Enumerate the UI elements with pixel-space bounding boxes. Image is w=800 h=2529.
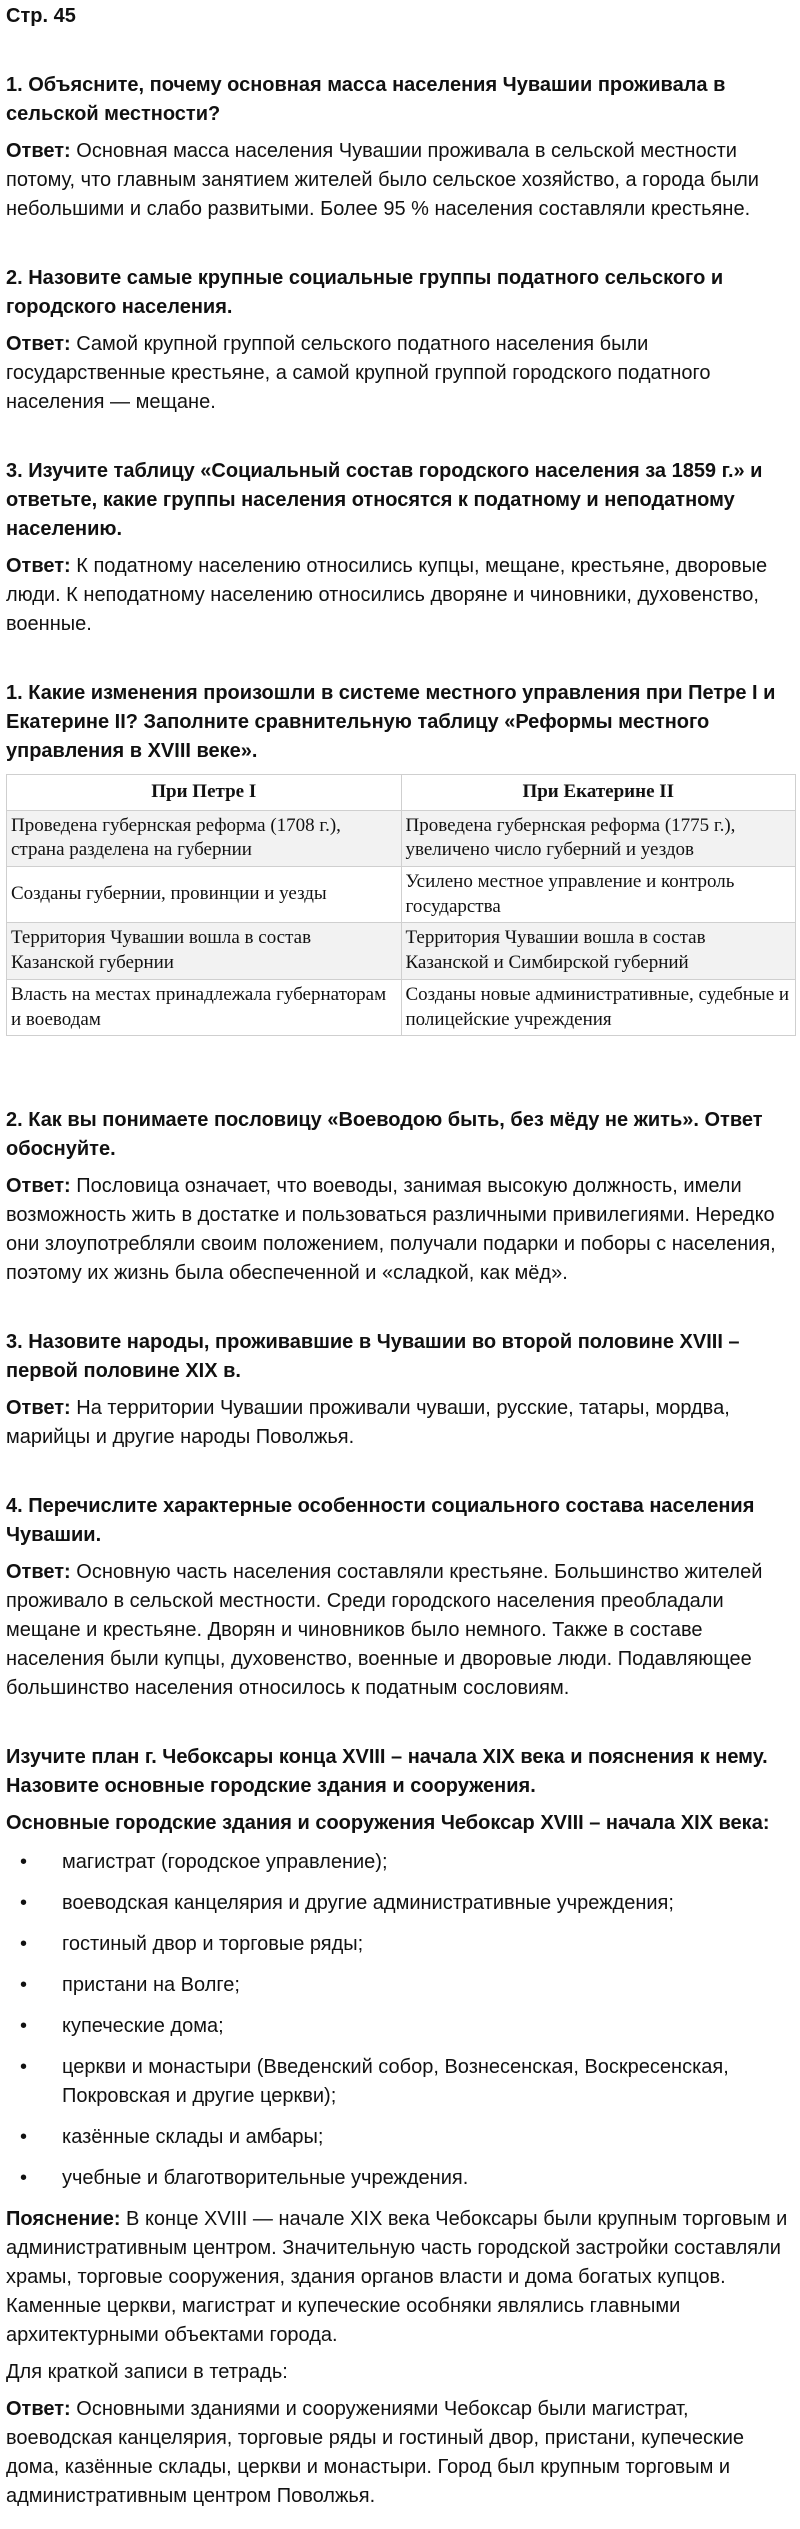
table-row — [7, 923, 796, 979]
table-cell: Территория Чувашии вошла в состав Казанской губернии — [7, 923, 402, 979]
answer-text — [6, 137, 794, 224]
question-text: 2. Как вы понимаете пословицу «Воеводою быть, без мёду не жить». Ответ обоснуйте. — [6, 1109, 763, 1161]
question-text: 1. Какие изменения произошли в системе местного управления при Петре I и Екатерине II? Заполните сравнительную таблицу «Реформы местного управления в XVIII веке». — [6, 682, 776, 762]
table-row — [7, 810, 796, 866]
list-item: • купеческие дома; — [6, 2012, 794, 2041]
answer-label: Ответ: — [6, 2398, 71, 2421]
list-item: • воеводская канцелярия и другие административные учреждения; — [6, 1889, 794, 1918]
question-block-2 — [6, 264, 794, 417]
page-label: Стр. 45 — [6, 5, 76, 27]
list-item: • гостиный двор и торговые ряды; — [6, 1930, 794, 1959]
reforms-table — [6, 774, 796, 1036]
explanation-text — [6, 2205, 794, 2350]
table-cell: Созданы новые административные, судебные и полицейские учреждения — [401, 979, 796, 1035]
question-text: 2. Назовите самые крупные социальные группы податного сельского и городского населения. — [6, 267, 724, 318]
answer-label: Ответ: — [6, 1561, 71, 1584]
table-cell: Власть на местах принадлежала губернаторам и воеводам — [7, 979, 402, 1035]
answer-label: Ответ: — [6, 1397, 71, 1420]
table-cell: Созданы губернии, провинции и уезды — [7, 867, 402, 923]
answer-label: Ответ: — [6, 140, 71, 162]
list-item: • церкви и монастыри (Введенский собор, Вознесенская, Воскресенская, Покровская и другие церкви); — [6, 2053, 794, 2111]
explanation-label: Пояснение: — [6, 2208, 121, 2231]
table-header-row — [7, 775, 796, 811]
table-header-cell: При Екатерине II — [401, 775, 796, 811]
answer-text — [6, 552, 794, 639]
answer-text — [6, 1558, 794, 1703]
question-text: 3. Назовите народы, проживавшие в Чувашии во второй половине XVIII – первой половине XIX в. — [6, 1331, 740, 1383]
question-text: 1. Объясните, почему основная масса населения Чувашии проживала в сельской местности? — [6, 74, 726, 125]
question-text: 4. Перечислите характерные особенности социального состава населения Чувашии. — [6, 1495, 755, 1547]
question-block-5 — [6, 1328, 794, 1452]
list-item: • магистрат (городское управление); — [6, 1848, 794, 1877]
buildings-list — [6, 1848, 794, 2193]
answer-body: К податному населению относились купцы, мещане, крестьяне, дворовые люди. К неподатному населению относились дворяне и чиновники, духовенство, военные. — [6, 555, 768, 635]
answer-label: Ответ: — [6, 1175, 71, 1198]
question-block-6 — [6, 1492, 794, 1703]
table-cell: Проведена губернская реформа (1708 г.), страна разделена на губернии — [7, 810, 402, 866]
answer-text — [6, 1172, 794, 1288]
table-task-block — [6, 679, 794, 1036]
answer-body: Основная масса населения Чувашии проживала в сельской местности потому, что главным занятием жителей было сельское хозяйство, а города были небольшими и слабо развитыми. Более 95 % населения составляли крестьяне. — [6, 140, 759, 220]
question-text: 3. Изучите таблицу «Социальный состав городского населения за 1859 г.» и ответьте, какие группы населения относятся к податному и неподатному населению. — [6, 460, 763, 540]
answer-body: На территории Чувашии проживали чуваши, русские, татары, мордва, марийцы и другие народы Поволжья. — [6, 1397, 730, 1449]
table-cell: Территория Чувашии вошла в состав Казанской и Симбирской губерний — [401, 923, 796, 979]
list-subheading: Основные городские здания и сооружения Чебоксар XVIII – начала XIX века: — [6, 1812, 770, 1835]
answer-body: Основную часть населения составляли крестьяне. Большинство жителей проживало в сельской местности. Среди городского населения преобладали мещане и крестьяне. Дворян и чиновников было немного. Также в составе населения были купцы, духовенство, военные и дворовые люди. Подавляющее большинство населения относилось к податным сословиям. — [6, 1561, 763, 1700]
table-row — [7, 979, 796, 1035]
table-cell: Усилено местное управление и контроль государства — [401, 867, 796, 923]
plan-task-block — [6, 1743, 794, 2511]
answer-body: Основными зданиями и сооружениями Чебоксар были магистрат, воеводская канцелярия, торговые ряды и гостиный двор, пристани, купеческие дома, казённые склады, церкви и монастыри. Город был крупным торговым и административным центром Поволжья. — [6, 2398, 745, 2508]
answer-text — [6, 1394, 794, 1452]
answer-label: Ответ: — [6, 555, 71, 577]
question-block-4 — [6, 1106, 794, 1288]
table-row — [7, 867, 796, 923]
answer-text — [6, 330, 794, 417]
list-item: • казённые склады и амбары; — [6, 2123, 794, 2152]
answer-body: Пословица означает, что воеводы, занимая высокую должность, имели возможность жить в достатке и пользоваться различными привилегиями. Нередко они злоупотребляли своим положением, получали подарки и поборы с населения, поэтому их жизнь была обеспеченной и «сладкой, как мёд». — [6, 1175, 776, 1285]
spacer — [6, 1036, 794, 1106]
answer-label: Ответ: — [6, 333, 71, 355]
final-answer-text — [6, 2395, 794, 2511]
list-item: • учебные и благотворительные учреждения. — [6, 2164, 794, 2193]
list-item: • пристани на Волге; — [6, 1971, 794, 2000]
table-cell: Проведена губернская реформа (1775 г.), увеличено число губерний и уездов — [401, 810, 796, 866]
explanation-body: В конце XVIII — начале XIX века Чебоксары были крупным торговым и административным центром. Значительную часть городской застройки составляли храмы, торговые сооружения, здания органов власти и дома богатых купцов. Каменные церкви, магистрат и купеческие особняки являлись главными архитектурными объектами города. — [6, 2208, 788, 2347]
question-block-3 — [6, 457, 794, 639]
answer-body: Самой крупной группой сельского податного населения были государственные крестьяне, а самой крупной группой городского податного населения — мещане. — [6, 333, 711, 413]
question-block-1 — [6, 71, 794, 224]
question-text: Изучите план г. Чебоксары конца XVIII – начала XIX века и пояснения к нему. Назовите основные городские здания и сооружения. — [6, 1746, 768, 1798]
notebook-note: Для краткой записи в тетрадь: — [6, 2361, 288, 2384]
table-header-cell: При Петре I — [7, 775, 402, 811]
